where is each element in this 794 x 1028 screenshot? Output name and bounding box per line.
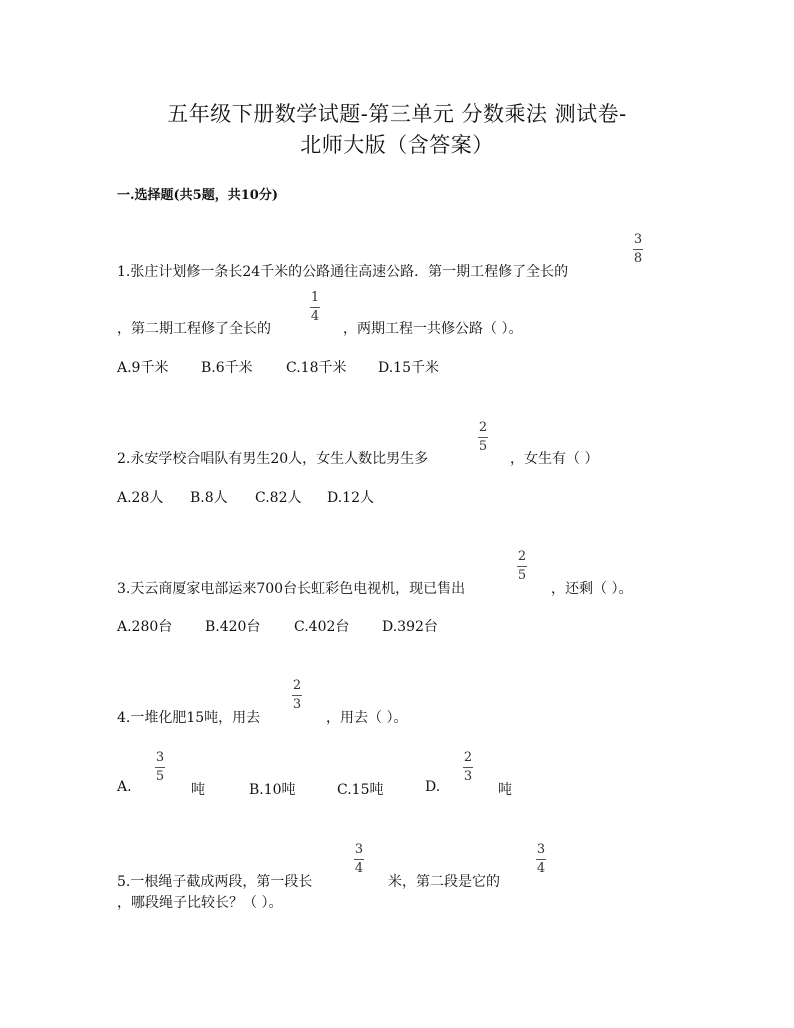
fraction-numerator: 2 (463, 750, 473, 765)
document-title-line-1: 五年级下册数学试题-第三单元 分数乘法 测试卷- (167, 102, 627, 126)
fraction-denominator: 4 (536, 861, 546, 876)
fraction-numerator: 2 (292, 678, 302, 693)
option-fraction (155, 751, 165, 784)
question-3-fraction (517, 550, 527, 583)
question-2-option-c[interactable]: C.82人 (255, 490, 302, 506)
question-5-fraction-2 (536, 843, 546, 876)
fraction-numerator: 2 (517, 549, 527, 564)
fraction-numerator: 3 (354, 842, 364, 857)
section-heading: 一.选择题(共5题，共10分) (117, 188, 278, 203)
option-unit: 吨 (191, 782, 205, 798)
question-4-text-part-2: ，用去（ ）。 (326, 710, 408, 726)
fraction-denominator: 8 (633, 251, 643, 266)
question-2-option-b[interactable]: B.8人 (190, 490, 228, 506)
fraction-denominator: 5 (478, 439, 488, 454)
question-1-option-a[interactable]: A.9千米 (117, 360, 169, 376)
fraction-denominator: 3 (292, 697, 302, 712)
question-3-option-c[interactable]: C.402台 (294, 619, 350, 635)
fraction-numerator: 3 (155, 750, 165, 765)
question-2-text-part-2: ，女生有（ ） (510, 451, 599, 467)
question-2-fraction (478, 421, 488, 454)
fraction-denominator: 4 (310, 309, 320, 324)
fraction-bar (354, 859, 364, 860)
fraction-numerator: 2 (478, 420, 488, 435)
fraction-denominator: 5 (517, 568, 527, 583)
option-unit: 吨 (498, 782, 512, 798)
fraction-bar (463, 767, 473, 768)
fraction-bar (633, 249, 643, 250)
fraction-denominator: 5 (155, 769, 165, 784)
question-1-fraction-2 (310, 291, 320, 324)
question-2-option-d[interactable]: D.12人 (327, 490, 374, 506)
question-3-text-part-2: ，还剩（ ）。 (551, 581, 633, 597)
option-fraction (463, 751, 473, 784)
fraction-denominator: 3 (463, 769, 473, 784)
question-3-option-b[interactable]: B.420台 (205, 619, 261, 635)
question-1-option-c[interactable]: C.18千米 (286, 360, 347, 376)
fraction-bar (517, 566, 527, 567)
question-1-fraction-1 (633, 233, 643, 266)
fraction-numerator: 3 (536, 842, 546, 857)
fraction-numerator: 3 (633, 232, 643, 247)
question-1-option-b[interactable]: B.6千米 (201, 360, 253, 376)
option-prefix: A. (117, 779, 132, 795)
fraction-bar (292, 695, 302, 696)
fraction-denominator: 4 (354, 861, 364, 876)
question-4-option-b[interactable]: B.10吨 (249, 782, 296, 798)
question-1-text-part-3: ，两期工程一共修公路（ ）。 (343, 321, 523, 337)
question-2-option-a[interactable]: A.28人 (117, 490, 164, 506)
document-title-line-2: 北师大版（含答案） (300, 133, 494, 157)
question-3-text-part-1: 3.天云商厦家电部运来700台长虹彩色电视机，现已售出 (117, 581, 466, 597)
fraction-bar (310, 307, 320, 308)
question-5-fraction-1 (354, 843, 364, 876)
question-4-option-c[interactable]: C.15吨 (337, 782, 384, 798)
fraction-bar (478, 437, 488, 438)
question-5-text-part-3: ，哪段绳子比较长？（ ）。 (117, 895, 283, 911)
question-3-option-d[interactable]: D.392台 (382, 619, 438, 635)
question-4-text-part-1: 4.一堆化肥15吨，用去 (117, 710, 261, 726)
question-1-option-d[interactable]: D.15千米 (378, 360, 439, 376)
option-prefix: D. (425, 779, 441, 795)
fraction-bar (536, 859, 546, 860)
question-5-text-part-1: 5.一根绳子截成两段，第一段长 (117, 874, 313, 890)
question-2-text-part-1: 2.永安学校合唱队有男生20人，女生人数比男生多 (117, 451, 429, 467)
fraction-bar (155, 767, 165, 768)
fraction-numerator: 1 (310, 290, 320, 305)
question-1-text-part-1: 1.张庄计划修一条长24千米的公路通往高速公路．第一期工程修了全长的 (117, 264, 569, 280)
question-1-text-part-2: ，第二期工程修了全长的 (117, 321, 271, 337)
question-3-option-a[interactable]: A.280台 (117, 619, 173, 635)
question-5-text-part-2: 米，第二段是它的 (388, 874, 500, 890)
question-4-fraction (292, 679, 302, 712)
